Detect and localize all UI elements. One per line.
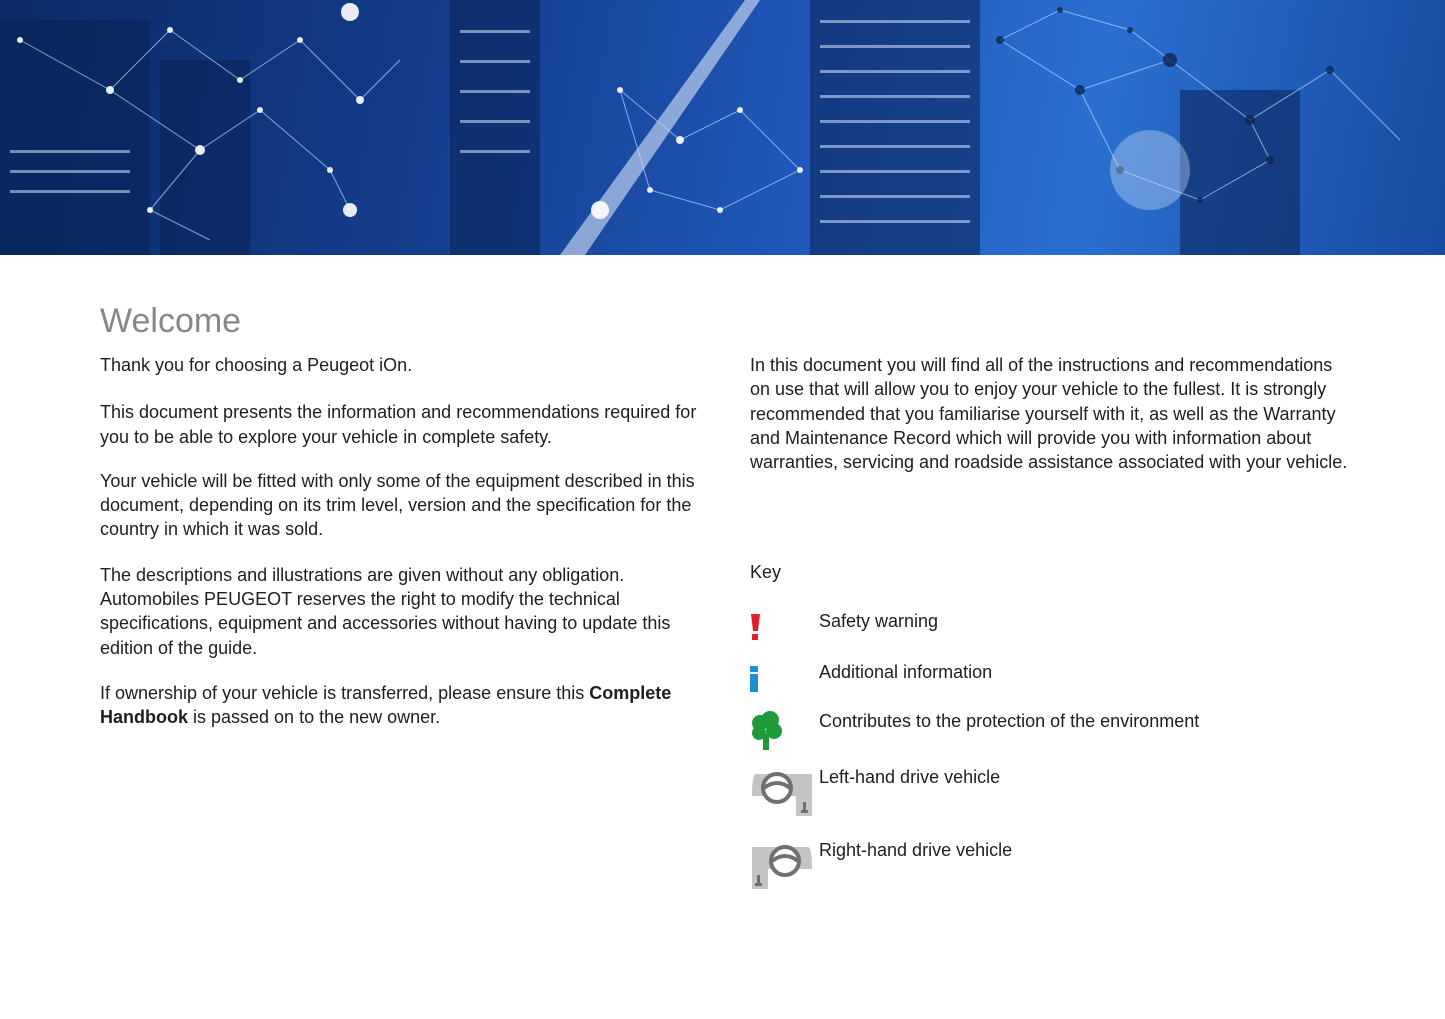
right-hand-drive-icon xyxy=(750,839,814,893)
right-column xyxy=(750,353,1350,474)
left-hand-drive-icon xyxy=(750,766,814,820)
ownership-text-end: is passed on to the new owner. xyxy=(188,707,441,728)
purpose-paragraph: This document presents the information and recommendations required for you to be able to explore your vehicle in complete safety. xyxy=(100,402,697,447)
tree-icon xyxy=(750,710,784,752)
key-item-left-hand-drive xyxy=(750,766,1350,826)
safety-warning-label: Safety warning xyxy=(819,611,939,631)
info-icon xyxy=(750,661,770,695)
complete-handbook-emphasis: Complete Handbook xyxy=(100,682,672,728)
exclamation-icon xyxy=(750,610,770,644)
key-item-environment xyxy=(750,710,1350,770)
left-hand-drive-label: Left-hand drive vehicle xyxy=(819,767,1001,787)
disclaimer-paragraph: The descriptions and illustrations are given without any obligation. Automobiles PEUGEOT reserves the right to modify the technical specifications, equipment and accessories without having to update this edition of the guide. xyxy=(100,564,671,658)
instructions-paragraph: In this document you will find all of the instructions and recommendations on use that will allow you to enjoy your vehicle to the fullest. It is strongly recommended that you familiarise yourself with it, as well as the Warranty and Maintenance Record which will provide you with information about warranties, servicing and roadside assistance associated with your vehicle. xyxy=(750,355,1348,473)
left-column xyxy=(100,353,700,730)
key-heading: Key xyxy=(750,562,782,582)
ownership-paragraph xyxy=(100,681,700,730)
additional-information-label: Additional information xyxy=(819,662,993,682)
header-banner-image xyxy=(0,0,1445,255)
intro-paragraph: Thank you for choosing a Peugeot iOn. xyxy=(100,355,413,375)
environment-label: Contributes to the protection of the environment xyxy=(819,711,1200,731)
right-hand-drive-label: Right-hand drive vehicle xyxy=(819,840,1013,860)
equipment-paragraph: Your vehicle will be fitted with only some of the equipment described in this document, depending on its trim level, version and the specification for the country in which it was sold. xyxy=(100,470,695,540)
page-title: Welcome xyxy=(100,302,242,340)
ownership-text-start: If ownership of your vehicle is transferred, please ensure this xyxy=(100,682,590,703)
key-item-right-hand-drive xyxy=(750,839,1350,899)
